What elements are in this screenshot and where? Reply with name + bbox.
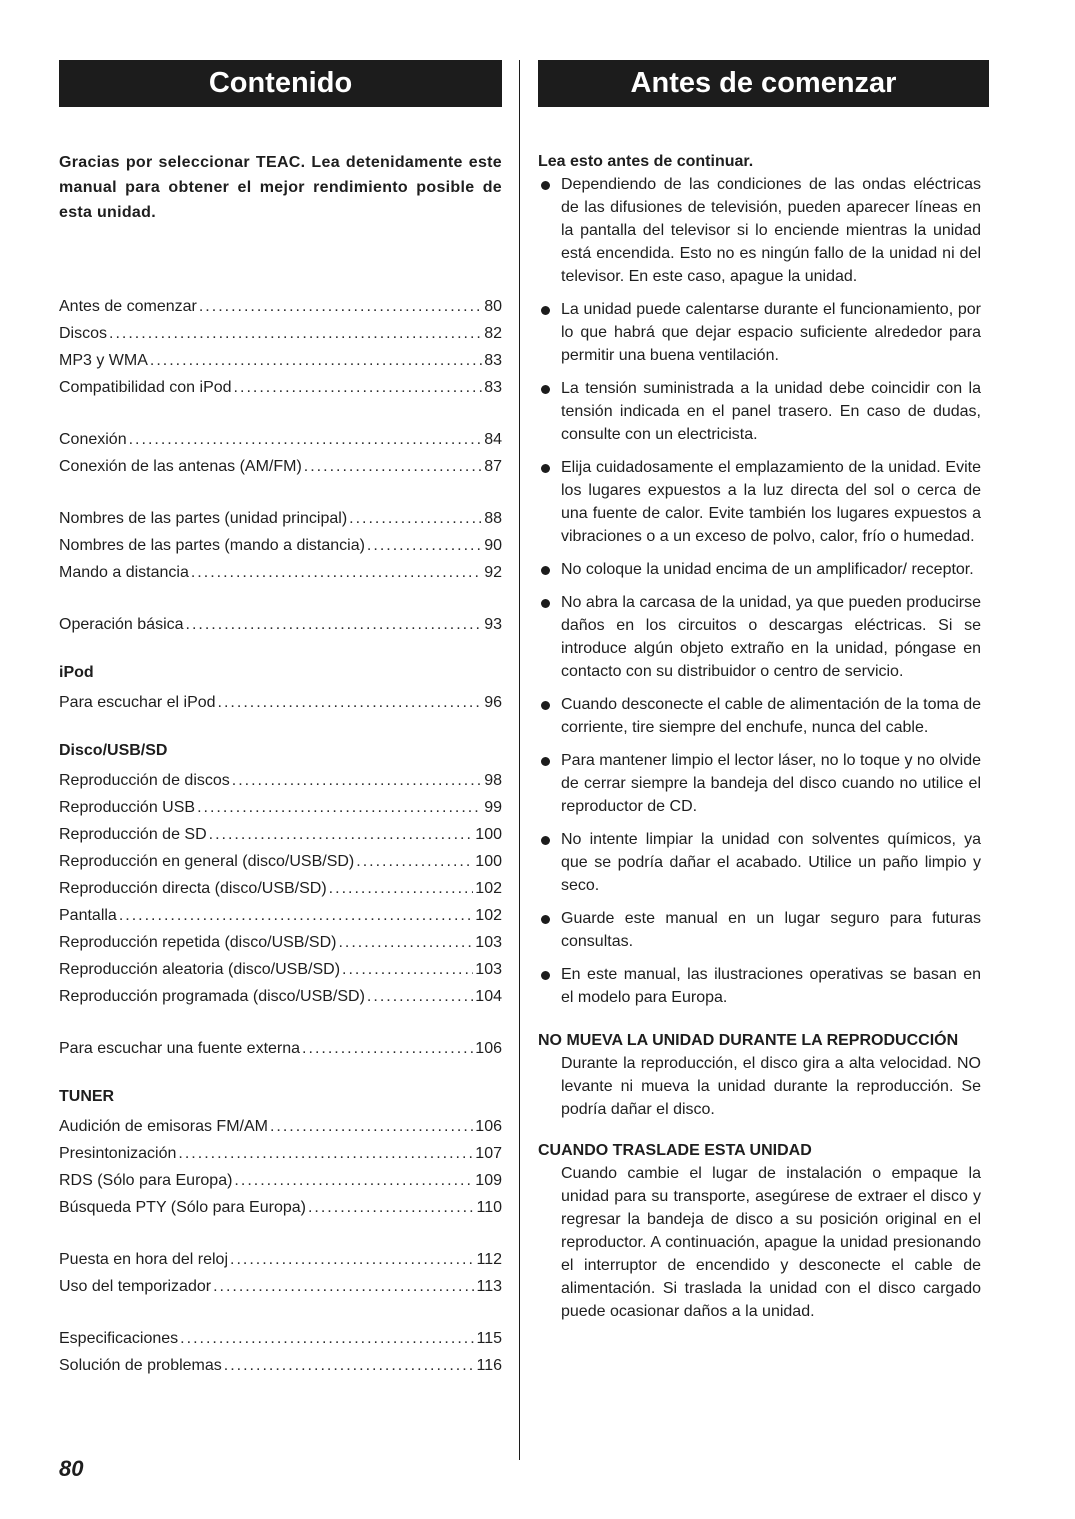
toc-dot-leader bbox=[119, 902, 473, 929]
bullet-icon bbox=[541, 566, 550, 575]
do-not-move-heading: NO MUEVA LA UNIDAD DURANTE LA REPRODUCCIÓN bbox=[538, 1032, 959, 1049]
precaution-text: Dependiendo de las condiciones de las ondas eléctricas de las difusiones de televisión, pueden aparecer líneas en la pantalla del televisor si lo enciende mientras la unidad está encendida. Esto no es ningún fallo de la unidad ni del televisor. En este caso, apague la unidad. bbox=[561, 176, 981, 285]
precaution-text: La tensión suministrada a la unidad debe coincidir con la tensión indicada en el panel trasero. En caso de dudas, consulte con un electricista. bbox=[561, 380, 981, 443]
toc-entry[interactable] bbox=[59, 1167, 502, 1194]
toc-entry-label: Conexión de las antenas (AM/FM) bbox=[59, 458, 302, 475]
toc-entry-label: Reproducción directa (disco/USB/SD) bbox=[59, 880, 327, 897]
intro-text: Gracias por seleccionar TEAC. Lea detenidamente este manual para obtener el mejor rendimiento posible de esta unidad. bbox=[59, 154, 502, 221]
toc-entry[interactable] bbox=[59, 1194, 502, 1221]
precaution-item bbox=[538, 456, 981, 548]
toc-entry-label: Especificaciones bbox=[59, 1330, 179, 1347]
toc-group bbox=[59, 1035, 502, 1062]
bullet-icon bbox=[541, 757, 550, 766]
precaution-item bbox=[538, 173, 981, 288]
toc-dot-leader bbox=[197, 794, 482, 821]
toc-entry-page: 90 bbox=[484, 537, 502, 554]
precaution-item bbox=[538, 907, 981, 953]
toc-entry[interactable] bbox=[59, 848, 502, 875]
toc-entry[interactable] bbox=[59, 453, 502, 480]
precaution-text: No intente limpiar la unidad con solventes químicos, ya que se podría dañar el acabado. Utilice un paño limpio y seco. bbox=[561, 831, 981, 894]
precautions-column bbox=[538, 150, 981, 1341]
precaution-text: No coloque la unidad encima de un amplificador/ receptor. bbox=[561, 561, 974, 578]
precaution-text: En este manual, las ilustraciones operativas se basan en el modelo para Europa. bbox=[561, 966, 981, 1006]
toc-entry-page: 99 bbox=[484, 799, 502, 816]
toc-dot-leader bbox=[178, 1140, 473, 1167]
toc-entry-page: 92 bbox=[484, 564, 502, 581]
toc-entry-page: 106 bbox=[475, 1118, 502, 1135]
toc-entry[interactable] bbox=[59, 689, 502, 716]
toc-entry[interactable] bbox=[59, 1140, 502, 1167]
toc-entry-page: 107 bbox=[475, 1145, 502, 1162]
page-number: 80 bbox=[59, 1456, 84, 1481]
bullet-icon bbox=[541, 385, 550, 394]
toc-entry-label: Operación básica bbox=[59, 616, 184, 633]
toc-dot-leader bbox=[180, 1325, 474, 1352]
precaution-item bbox=[538, 963, 981, 1009]
toc-entry-label: Reproducción repetida (disco/USB/SD) bbox=[59, 934, 337, 951]
toc-entry-page: 84 bbox=[484, 431, 502, 448]
bullet-icon bbox=[541, 306, 550, 315]
toc-dot-leader bbox=[308, 1194, 475, 1221]
toc-entry-label: Presintonización bbox=[59, 1145, 177, 1162]
toc-entry[interactable] bbox=[59, 1273, 502, 1300]
toc-entry-page: 112 bbox=[476, 1251, 502, 1268]
toc-entry-page: 116 bbox=[476, 1357, 502, 1374]
toc-entry-label: RDS (Sólo para Europa) bbox=[59, 1172, 233, 1189]
toc-entry-label: MP3 y WMA bbox=[59, 352, 148, 369]
toc-dot-leader bbox=[218, 689, 483, 716]
toc-entry-label: Conexión bbox=[59, 431, 127, 448]
toc-entry-label: Para escuchar el iPod bbox=[59, 694, 216, 711]
toc-entry-page: 103 bbox=[475, 961, 502, 978]
toc-entry-label: Antes de comenzar bbox=[59, 298, 197, 315]
toc-entry[interactable] bbox=[59, 532, 502, 559]
toc-section-heading: Disco/USB/SD bbox=[59, 742, 168, 759]
toc-section-heading: iPod bbox=[59, 664, 94, 681]
toc-dot-leader bbox=[302, 1035, 473, 1062]
toc-dot-leader bbox=[199, 293, 482, 320]
precaution-item bbox=[538, 558, 981, 581]
toc-entry-label: Compatibilidad con iPod bbox=[59, 379, 232, 396]
toc-entry-label: Reproducción programada (disco/USB/SD) bbox=[59, 988, 365, 1005]
toc-dot-leader bbox=[234, 1167, 473, 1194]
toc-entry[interactable] bbox=[59, 293, 502, 320]
toc-entry-page: 82 bbox=[484, 325, 502, 342]
toc-dot-leader bbox=[367, 983, 473, 1010]
toc-group bbox=[59, 1246, 502, 1300]
precaution-text: Para mantener limpio el lector láser, no lo toque y no olvide de cerrar siempre la bandeja del disco cuando no utilice el reproductor de CD. bbox=[561, 752, 981, 815]
toc-dot-leader bbox=[224, 1352, 475, 1379]
toc-entry-page: 100 bbox=[475, 826, 502, 843]
toc-entry-label: Búsqueda PTY (Sólo para Europa) bbox=[59, 1199, 306, 1216]
toc-entry-page: 110 bbox=[476, 1199, 502, 1216]
precaution-item bbox=[538, 591, 981, 683]
toc-group bbox=[59, 663, 502, 716]
toc-dot-leader bbox=[329, 875, 474, 902]
read-before-heading: Lea esto antes de continuar. bbox=[538, 153, 754, 170]
bullet-icon bbox=[541, 971, 550, 980]
toc-entry-page: 98 bbox=[484, 772, 502, 789]
bullet-icon bbox=[541, 701, 550, 710]
toc-entry-label: Reproducción aleatoria (disco/USB/SD) bbox=[59, 961, 341, 978]
toc-dot-leader bbox=[186, 611, 483, 638]
toc-entry[interactable] bbox=[59, 611, 502, 638]
toc-group bbox=[59, 426, 502, 480]
toc-entry-label: Pantalla bbox=[59, 907, 117, 924]
precaution-item bbox=[538, 693, 981, 739]
toc-dot-leader bbox=[109, 320, 482, 347]
toc-dot-leader bbox=[150, 347, 482, 374]
toc-dot-leader bbox=[367, 532, 482, 559]
toc-group bbox=[59, 505, 502, 586]
precaution-text: Elija cuidadosamente el emplazamiento de la unidad. Evite los lugares expuestos a la luz directa del sol o cerca de una fuente de calor. Evite también los lugares expuestos a vibraciones o a un exceso de polvo, calor, frío o humedad. bbox=[561, 459, 981, 545]
precaution-item bbox=[538, 828, 981, 897]
toc-entry-label: Reproducción USB bbox=[59, 799, 196, 816]
toc-entry[interactable] bbox=[59, 347, 502, 374]
toc-entry[interactable] bbox=[59, 1325, 502, 1352]
toc-entry-label: Nombres de las partes (mando a distancia) bbox=[59, 537, 365, 554]
toc-section-heading: TUNER bbox=[59, 1088, 115, 1105]
toc-dot-leader bbox=[338, 929, 473, 956]
toc-entry-page: 115 bbox=[476, 1330, 502, 1347]
toc-entry-page: 87 bbox=[484, 458, 502, 475]
toc-entry-page: 104 bbox=[475, 988, 502, 1005]
toc-dot-leader bbox=[304, 453, 482, 480]
toc-entry-label: Para escuchar una fuente externa bbox=[59, 1040, 301, 1057]
precaution-item bbox=[538, 377, 981, 446]
toc-entry[interactable] bbox=[59, 875, 502, 902]
toc-entry[interactable] bbox=[59, 1352, 502, 1379]
toc-group bbox=[59, 611, 502, 638]
toc-group bbox=[59, 293, 502, 401]
toc-entry-page: 109 bbox=[475, 1172, 502, 1189]
toc-dot-leader bbox=[209, 821, 474, 848]
contents-title: Contenido bbox=[59, 60, 502, 107]
toc-entry-label: Audición de emisoras FM/AM bbox=[59, 1118, 268, 1135]
toc-entry-label: Reproducción de discos bbox=[59, 772, 230, 789]
precaution-text: La unidad puede calentarse durante el funcionamiento, por lo que habrá que dejar espacio suficiente alrededor para permitir una buena ventilación. bbox=[561, 301, 981, 364]
do-not-move-text: Durante la reproducción, el disco gira a alta velocidad. NO levante ni mueva la unidad durante la reproducción. Se podría dañar el disco. bbox=[561, 1055, 981, 1118]
toc-entry[interactable] bbox=[59, 426, 502, 453]
toc-entry-page: 102 bbox=[475, 907, 502, 924]
toc-entry[interactable] bbox=[59, 821, 502, 848]
toc-entry-label: Reproducción en general (disco/USB/SD) bbox=[59, 853, 355, 870]
toc-entry-page: 100 bbox=[475, 853, 502, 870]
toc-entry-page: 102 bbox=[475, 880, 502, 897]
precaution-item bbox=[538, 749, 981, 818]
toc-entry-page: 106 bbox=[475, 1040, 502, 1057]
toc-entry-label: Uso del temporizador bbox=[59, 1278, 212, 1295]
toc-dot-leader bbox=[213, 1273, 474, 1300]
toc-dot-leader bbox=[232, 767, 482, 794]
toc-entry-page: 83 bbox=[484, 352, 502, 369]
toc-entry[interactable] bbox=[59, 956, 502, 983]
toc-entry[interactable] bbox=[59, 929, 502, 956]
toc-entry-page: 103 bbox=[475, 934, 502, 951]
column-divider bbox=[519, 60, 520, 1460]
when-moving-text: Cuando cambie el lugar de instalación o empaque la unidad para su transporte, asegúrese de extraer el disco y regresar la bandeja de disco a su posición original en el reproductor. A continuación, apague la unidad presionando el interruptor de encendido y desconecte el cable de alimentación. Si traslada la unidad con el disco cargado puede ocasionar daños a la unidad. bbox=[561, 1165, 981, 1320]
toc-group bbox=[59, 741, 502, 1010]
toc-entry-label: Solución de problemas bbox=[59, 1357, 222, 1374]
toc-entry[interactable] bbox=[59, 1035, 502, 1062]
toc-entry[interactable] bbox=[59, 1246, 502, 1273]
table-of-contents bbox=[59, 150, 502, 1404]
toc-entry[interactable] bbox=[59, 374, 502, 401]
toc-group bbox=[59, 1087, 502, 1221]
toc-entry-page: 88 bbox=[484, 510, 502, 527]
when-moving-heading: CUANDO TRASLADE ESTA UNIDAD bbox=[538, 1142, 812, 1159]
toc-group bbox=[59, 1325, 502, 1379]
toc-entry-label: Reproducción de SD bbox=[59, 826, 207, 843]
precaution-text: No abra la carcasa de la unidad, ya que pueden producirse daños en los circuitos o descargas eléctricas. Si se introduce algún objeto extraño en la unidad, póngase en contacto con su distribuidor o centro de servicio. bbox=[561, 594, 981, 680]
toc-dot-leader bbox=[129, 426, 483, 453]
toc-entry[interactable] bbox=[59, 983, 502, 1010]
toc-dot-leader bbox=[191, 559, 482, 586]
toc-entry-page: 113 bbox=[476, 1278, 502, 1295]
toc-entry-page: 83 bbox=[484, 379, 502, 396]
toc-dot-leader bbox=[234, 374, 483, 401]
precaution-text: Cuando desconecte el cable de alimentación de la toma de corriente, tire siempre del enchufe, nunca del cable. bbox=[561, 696, 981, 736]
toc-list bbox=[59, 293, 502, 1379]
toc-entry[interactable] bbox=[59, 559, 502, 586]
toc-entry-label: Mando a distancia bbox=[59, 564, 189, 581]
bullet-icon bbox=[541, 915, 550, 924]
precaution-text: Guarde este manual en un lugar seguro para futuras consultas. bbox=[561, 910, 981, 950]
bullet-icon bbox=[541, 836, 550, 845]
precaution-item bbox=[538, 298, 981, 367]
toc-entry-label: Discos bbox=[59, 325, 108, 342]
bullet-icon bbox=[541, 181, 550, 190]
toc-dot-leader bbox=[270, 1113, 473, 1140]
toc-entry-page: 96 bbox=[484, 694, 502, 711]
toc-dot-leader bbox=[356, 848, 473, 875]
toc-entry[interactable] bbox=[59, 794, 502, 821]
toc-entry[interactable] bbox=[59, 767, 502, 794]
toc-dot-leader bbox=[230, 1246, 474, 1273]
toc-entry[interactable] bbox=[59, 320, 502, 347]
precautions-list bbox=[538, 173, 981, 1009]
bullet-icon bbox=[541, 464, 550, 473]
bullet-icon bbox=[541, 599, 550, 608]
toc-entry[interactable] bbox=[59, 902, 502, 929]
toc-entry-page: 93 bbox=[484, 616, 502, 633]
before-starting-title: Antes de comenzar bbox=[538, 60, 989, 107]
toc-entry[interactable] bbox=[59, 1113, 502, 1140]
toc-entry-page: 80 bbox=[484, 298, 502, 315]
toc-dot-leader bbox=[342, 956, 473, 983]
toc-entry-label: Nombres de las partes (unidad principal) bbox=[59, 510, 348, 527]
toc-entry[interactable] bbox=[59, 505, 502, 532]
toc-dot-leader bbox=[349, 505, 482, 532]
toc-entry-label: Puesta en hora del reloj bbox=[59, 1251, 228, 1268]
